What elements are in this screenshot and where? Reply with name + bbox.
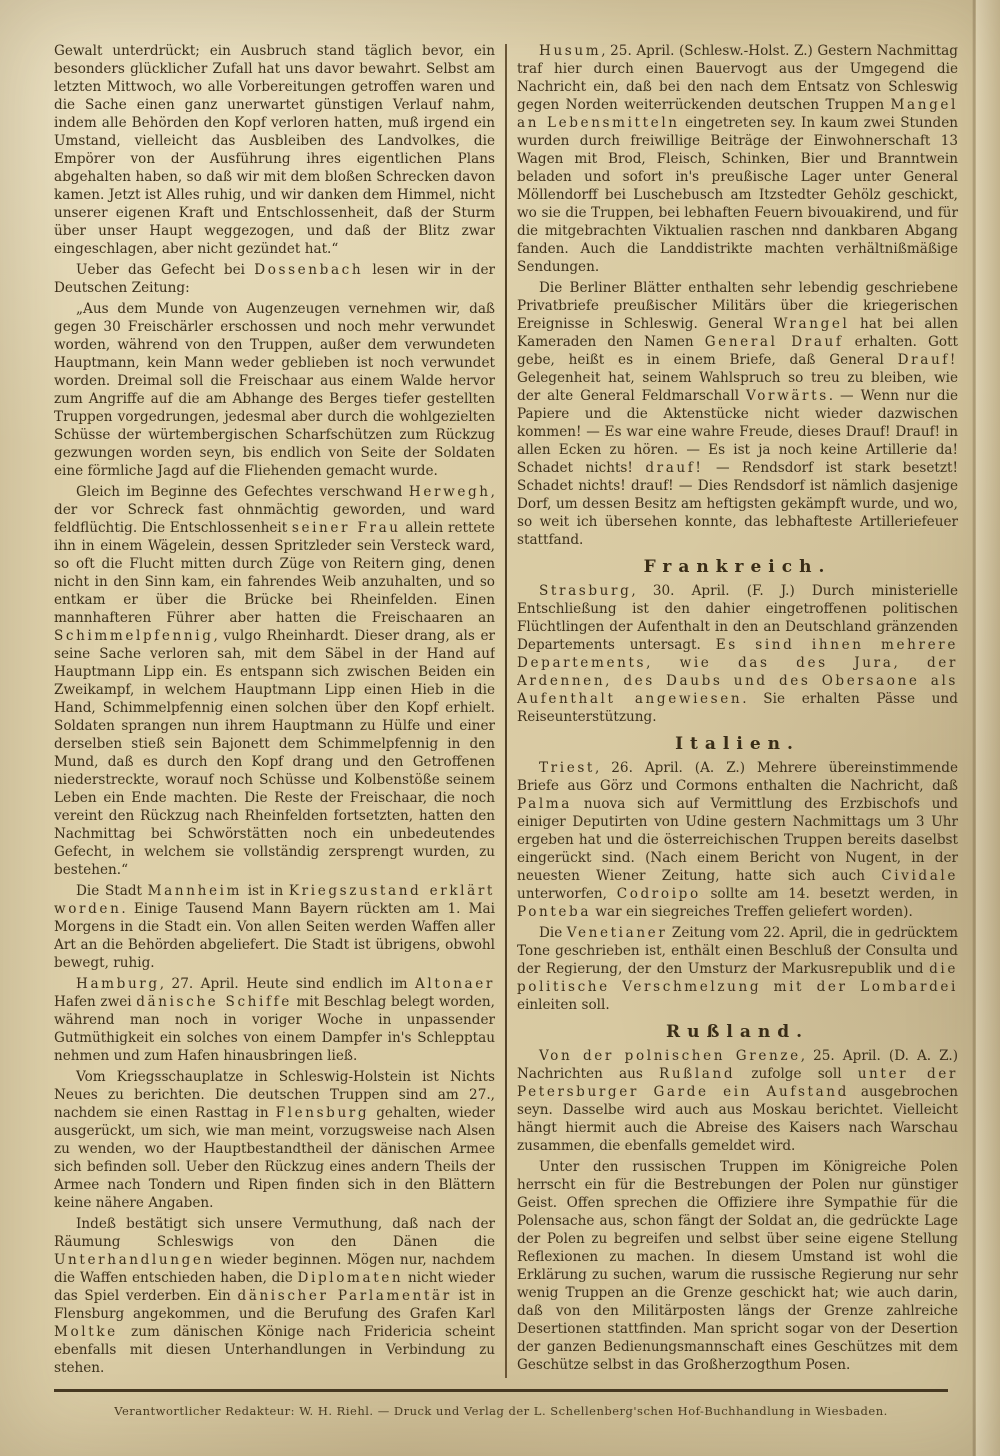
spaced-emphasis: Strasburg bbox=[539, 583, 632, 599]
article-paragraph: Die Venetianer Zeitung vom 22. April, die in gedrücktem Tone geschrieben ist, enthält einen Beschluß der Consulta und der Regierung, der den Umsturz der Markusrepublik und die politische Verschmelzung mit der Lombardei einleiten soll. bbox=[517, 925, 958, 1013]
spaced-emphasis: Triest bbox=[539, 760, 595, 776]
spaced-emphasis: dänische Schiffe bbox=[136, 994, 292, 1010]
article-paragraph: Die Stadt Mannheim ist in Kriegszustand erklärt worden. Einige Tausend Mann Bayern rückten am 1. Mai Morgens in die Stadt ein. Von allen Seiten werden Waffen aller Art an die Behörden abgeliefert. Die Stadt ist übrigens, obwohl bewegt, ruhig. bbox=[54, 883, 495, 971]
spaced-emphasis: Moltke bbox=[54, 1324, 118, 1340]
article-paragraph bbox=[517, 1377, 958, 1378]
article-paragraph: Von der polnischen Grenze, 25. April. (D. A. Z.) Nachrichten aus Rußland zufolge soll unter der Petersburger Garde ein Aufstand ausgebrochen seyn. Dasselbe wird auch aus Moskau berichtet. Vielleicht hängt hiermit auch die Abreise des Kaisers nach Warschau zusammen, die ebenfalls gemeldet wird. bbox=[517, 1048, 958, 1154]
spaced-emphasis: Diplomaten bbox=[297, 1270, 404, 1286]
spaced-emphasis: drauf! bbox=[645, 460, 704, 476]
column-right bbox=[517, 42, 958, 1378]
spaced-emphasis: unter der Petersburger Garde ein Aufstand bbox=[517, 1066, 958, 1100]
section-heading: Rußland. bbox=[665, 1022, 810, 1042]
text-columns bbox=[54, 42, 958, 1378]
spaced-emphasis: Vorwärts bbox=[746, 388, 829, 404]
article-paragraph: Hamburg, 27. April. Heute sind endlich im Altonaer Hafen zwei dänische Schiffe mit Beschlag belegt worden, während man noch in voriger Woche in unpassender Gutmüthigkeit ein solches von einem Dampfer in's Schlepptau nehmen und zum Hafen hinausbringen ließ. bbox=[54, 976, 495, 1064]
spaced-emphasis: Rußland bbox=[658, 1066, 736, 1082]
spaced-emphasis: Altonaer bbox=[414, 976, 495, 992]
spaced-emphasis: Unterhandlungen bbox=[54, 1252, 215, 1268]
spaced-emphasis: dänischer Parlamentär bbox=[237, 1288, 452, 1304]
spaced-emphasis: Mannheim bbox=[147, 883, 243, 899]
spaced-emphasis: Drauf! bbox=[897, 352, 958, 368]
column-divider bbox=[505, 44, 507, 1378]
spaced-emphasis: Schimmelpfennig bbox=[54, 628, 214, 644]
spaced-emphasis: Dossenbach bbox=[254, 262, 364, 278]
spaced-emphasis: Flensburg bbox=[275, 1105, 370, 1121]
spaced-emphasis: die politische Verschmelzung mit der Lombardei bbox=[517, 961, 958, 995]
article-paragraph: Ueber das Gefecht bei Dossenbach lesen wir in der Deutschen Zeitung: bbox=[54, 262, 495, 296]
spaced-emphasis: Codroipo bbox=[616, 886, 701, 902]
article-paragraph: Indeß bestätigt sich unsere Vermuthung, daß nach der Räumung Schleswigs von den Dänen die Unterhandlungen wieder beginnen. Mögen nur, nachdem die Waffen entschieden haben, die Diplomaten nicht wieder das Spiel verderben. Ein dänischer Parlamentär ist in Flensburg angekommen, und die Berufung des Grafen Karl Moltke zum dänischen Könige nach Fridericia scheint ebenfalls mit diesen Unterhandlungen in Verbindung zu stehen. bbox=[54, 1216, 495, 1376]
article-paragraph: Husum, 25. April. (Schlesw.-Holst. Z.) Gestern Nachmittag traf hier durch einen Bauervogt aus der Umgegend die Nachricht ein, daß bei den nach dem Entsatz von Schleswig gegen Norden weiterrückenden deutschen Truppen Mangel an Lebensmitteln eingetreten sey. In kaum zwei Stunden wurden durch freiwillige Beiträge der Einwohnerschaft 13 Wagen mit Brod, Fleisch, Schinken, Bier und Branntwein beladen und sofort in's preußische Lager unter General Möllendorff bei Luschebusch am Itzstedter Gehölz geschickt, wo sie die Truppen, bei lebhaften Feuern bivouakirend, und für die mitgebrachten Viktualien raschen nnd dankbaren Abgang fanden. Auch die Landdistrikte machten verhältnißmäßige Sendungen. bbox=[517, 43, 958, 275]
spaced-emphasis: Hamburg bbox=[76, 976, 160, 992]
footer-rule bbox=[54, 1389, 948, 1392]
paper-edge bbox=[976, 0, 1000, 1456]
spaced-emphasis: Herwegh bbox=[408, 484, 491, 500]
spaced-emphasis: Venetianer bbox=[566, 925, 668, 941]
spaced-emphasis: General Drauf bbox=[704, 334, 844, 350]
article-paragraph: Unter den russischen Truppen im Königreiche Polen herrscht ein für die Bestrebungen der Polen nur günstiger Geist. Offen sprechen die Offiziere ihre Sympathie für die Polensache aus, schon fängt der Soldat an, die gedrückte Lage der Polen zu begreifen und selbst über seine eigene Stellung Reflexionen zu machen. In diesem Umstand ist wohl die Erklärung zu suchen, warum die russische Regierung nur sehr wenig Truppen an die Grenze geschickt hat; wie auch darin, daß von den Militärposten längs der Grenze zahlreiche Desertionen stattfinden. Man spricht sogar von der Desertion der ganzen Bedienungsmannschaft eines Geschützes mit dem Geschütze selbst in das Großherzogthum Posen. bbox=[517, 1159, 958, 1373]
spaced-emphasis: Ponteba bbox=[517, 904, 592, 920]
article-paragraph: „Aus dem Munde von Augenzeugen vernehmen wir, daß gegen 30 Freischärler erschossen und noch mehr verwundet worden, während von den Truppen, außer dem verwundeten Hauptmann, kein Mann weder geblieben ist noch verwundet worden. Dreimal soll die Freischaar aus einem Walde hervor zum Angriffe auf die am Abhange des Berges tiefer gestellten Truppen vorgedrungen, jedesmal aber durch die wohlgezielten Schüsse der würtembergischen Scharfschützen zum Rückzug gezwungen worden seyn, bis endlich von Seite der Soldaten eine förmliche Jagd auf die Fliehenden gemacht wurde. bbox=[54, 301, 495, 479]
section-heading: Frankreich. bbox=[643, 557, 832, 577]
article-paragraph: Gewalt unterdrückt; ein Ausbruch stand täglich bevor, ein besonders glücklicher Zufall hat uns davor bewahrt. Selbst am letzten Mittwoch, wo alle Vorbereitungen getroffen waren und die Sache einen ganz unerwartet günstigen Verlauf nahm, indem alle Behörden den Kopf verloren hatten, muß irgend ein Umstand, vielleicht das Ausbleiben des Landvolkes, die Empörer von der Ausführung ihres eigentlichen Plans abgehalten haben, so daß wir mit dem bloßen Schrecken davon kamen. Jetzt ist Alles ruhig, und wir danken dem Himmel, nicht unserer eigenen Kraft und Entschlossenheit, daß der Sturm über unser Haupt weggezogen, und daß der Blitz zwar eingeschlagen, aber nicht gezündet hat.“ bbox=[54, 43, 495, 257]
spaced-emphasis: Von der polnischen Grenze bbox=[539, 1048, 801, 1064]
spaced-emphasis: Cividale bbox=[881, 868, 958, 884]
spaced-emphasis: Palma bbox=[517, 796, 572, 812]
section-heading: Italien. bbox=[675, 734, 800, 754]
spaced-emphasis: seiner Frau bbox=[291, 520, 401, 536]
imprint-line: Verantwortlicher Redakteur: W. H. Riehl. — Druck und Verlag der L. Schellenberg'schen Hof-Buchhandlung in Wiesbaden. bbox=[114, 1404, 888, 1418]
column-left bbox=[54, 42, 495, 1378]
spaced-emphasis: Es sind ihnen mehrere Departements, wie das des Jura, der Ardennen, des Daubs und des Obersaone als Aufenthalt angewiesen bbox=[517, 637, 958, 707]
spaced-emphasis: Mangel an Lebensmitteln bbox=[517, 97, 958, 131]
article-paragraph: Gleich im Beginne des Gefechtes verschwand Herwegh, der vor Schreck fast ohnmächtig geworden, und ward feldflüchtig. Die Entschlossenheit seiner Frau allein rettete ihn in einem Wägelein, dessen Spritzleder sein Versteck ward, so oft die Flucht mitten durch Züge von Reitern ging, denen nicht in den Sinn kam, ein fahrendes Weib anzuhalten, und so entkam er über die Brücke bei Rheinfelden. Einen mannhafteren Führer aber hatten die Freischaaren an Schimmelpfennig, vulgo Rheinhardt. Dieser drang, als er seine Sache verloren sah, mit dem Säbel in der Hand auf Hauptmann Lipp ein. Es entspann sich zwischen Beiden ein Zweikampf, in welchem Hauptmann Lipp einen Hieb in die Hand, Schimmelpfennig einen solchen über den Kopf erhielt. Soldaten sprangen nun ihrem Hauptmann zu Hülfe und einer derselben stieß sein Bajonett dem Schimmelpfennig in den Mund, daß es durch den Kopf drang und den Getroffenen niederstreckte, worauf noch Schüsse und Kolbenstöße seinem Leben ein Ende machten. Die Reste der Freischaar, die noch vereint den Rückzug nach Rheinfelden fortsetzten, hatten den Nachmittag bei Schwörstätten noch ein unbedeutendes Gefecht, in welchem sie vollständig zersprengt wurden, zu bestehen.“ bbox=[54, 484, 495, 878]
article-paragraph: Triest, 26. April. (A. Z.) Mehrere übereinstimmende Briefe aus Görz und Cormons enthalten die Nachricht, daß Palma nuova sich auf Vermittlung des Erzbischofs und einiger Deputirten von Udine gestern Nachmittags um 3 Uhr ergeben hat und die österreichischen Truppen bereits daselbst eingerückt sind. (Nach einem Bericht von Nugent, in der neuesten Wiener Zeitung, hatte sich auch Cividale unterworfen, Codroipo sollte am 14. besetzt werden, in Ponteba war ein siegreiches Treffen geliefert worden). bbox=[517, 760, 958, 920]
spaced-emphasis: Kriegszustand erklärt worden bbox=[54, 883, 495, 917]
spaced-emphasis: Husum bbox=[539, 43, 602, 59]
article-paragraph: Vom Kriegsschauplatze in Schleswig-Holstein ist Nichts Neues zu berichten. Die deutschen Truppen sind am 27., nachdem sie einen Rasttag in Flensburg gehalten, wieder ausgerückt, um sich, wie man meint, vorzugsweise nach Alsen zu wenden, wo der Hauptbestandtheil der dänischen Armee sich befinden soll. Ueber den Rückzug eines andern Theils der Armee nach Tondern und Ripen finden sich in den Blättern keine nähere Angaben. bbox=[54, 1069, 495, 1211]
spaced-emphasis: Wrangel bbox=[773, 316, 850, 332]
article-paragraph: Strasburg, 30. April. (F. J.) Durch ministerielle Entschließung ist den dahier eingetroffenen politischen Flüchtlingen der Aufenthalt in den an Deutschland gränzenden Departements untersagt. Es sind ihnen mehrere Departements, wie das des Jura, der Ardennen, des Daubs und des Obersaone als Aufenthalt angewiesen. Sie erhalten Pässe und Reiseunterstützung. bbox=[517, 583, 958, 725]
article-paragraph: Die Berliner Blätter enthalten sehr lebendig geschriebene Privatbriefe preußischer Militärs über die kriegerischen Ereignisse in Schleswig. General Wrangel hat bei allen Kameraden den Namen General Drauf erhalten. Gott gebe, heißt es in einem Briefe, daß General Drauf! Gelegenheit hat, seinem Wahlspruch so treu zu bleiben, wie der alte General Feldmarschall Vorwärts. — Wenn nur die Papiere und die Aktenstücke nicht wieder dazwischen kommen! — Es war eine wahre Freude, dieses Drauf! Drauf! in allen Ecken zu hören. — Es ist ja noch keine Artillerie da! Schadet nichts! drauf! — Rendsdorf ist stark besetzt! Schadet nichts! drauf! — Dies Rendsdorf ist nämlich dasjenige Dorf, um dessen Besitz am heftigsten gekämpft wurde, und wo, so weit ich übersehen konnte, das lebhafteste Artilleriefeuer stattfand. bbox=[517, 280, 958, 548]
